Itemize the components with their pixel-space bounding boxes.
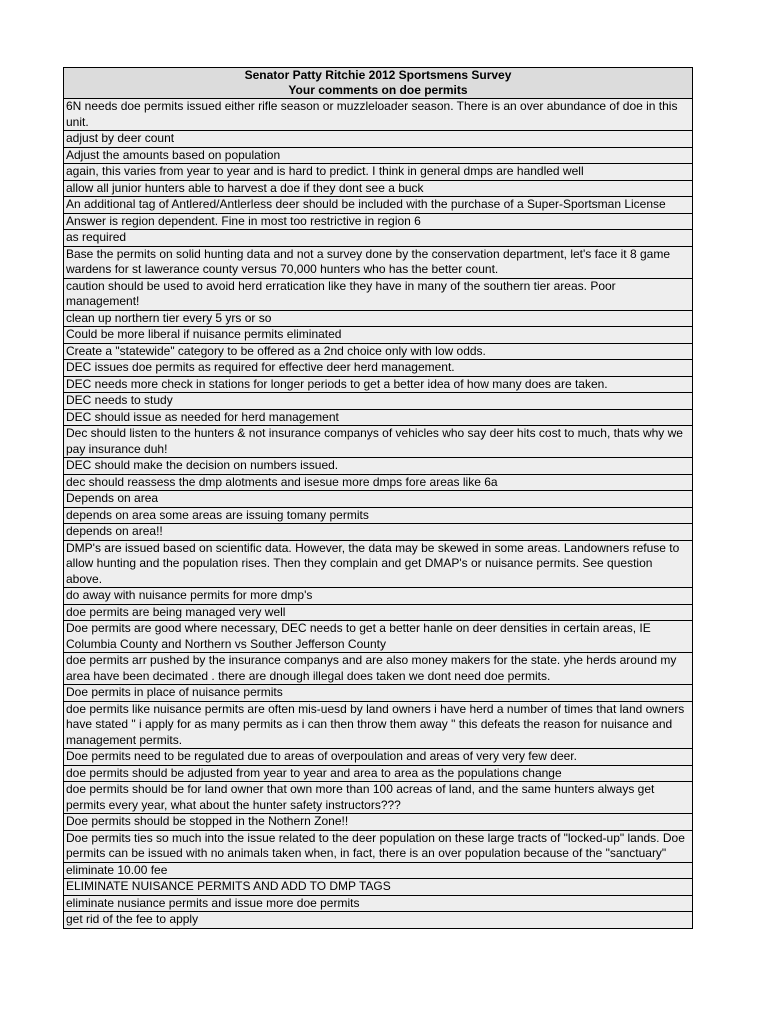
table-row: Adjust the amounts based on population [64, 148, 692, 165]
survey-subtitle: Your comments on doe permits [288, 83, 468, 97]
table-row: again, this varies from year to year and is hard to predict. I think in general dmps are handled well [64, 164, 692, 181]
table-row: dec should reassess the dmp alotments and isesue more dmps fore areas like 6a [64, 475, 692, 492]
table-row: Dec should listen to the hunters & not insurance companys of vehicles who say deer hits cost to much, thats why we pay insurance duh! [64, 426, 692, 458]
table-row: caution should be used to avoid herd erratication like they have in many of the southern tier areas. Poor management! [64, 279, 692, 311]
table-row: allow all junior hunters able to harvest a doe if they dont see a buck [64, 181, 692, 198]
table-row: doe permits are being managed very well [64, 605, 692, 622]
table-row: DEC issues doe permits as required for effective deer herd management. [64, 360, 692, 377]
table-row: adjust by deer count [64, 131, 692, 148]
table-row: ELIMINATE NUISANCE PERMITS AND ADD TO DMP TAGS [64, 879, 692, 896]
table-row: eliminate 10.00 fee [64, 863, 692, 880]
table-row: An additional tag of Antlered/Antlerless deer should be included with the purchase of a Super-Sportsman License [64, 197, 692, 214]
table-row: DMP's are issued based on scientific data. However, the data may be skewed in some areas. Landowners refuse to allow hunting and the population rises. Then they complain and get DMAP's or nuisance permits. See question above. [64, 541, 692, 589]
comments-table [63, 67, 693, 929]
table-row: Doe permits should be stopped in the Nothern Zone!! [64, 814, 692, 831]
table-row: DEC needs to study [64, 393, 692, 410]
table-row: Could be more liberal if nuisance permits eliminated [64, 327, 692, 344]
table-header [64, 68, 692, 99]
table-row: 6N needs doe permits issued either rifle season or muzzleloader season. There is an over abundance of doe in this unit. [64, 99, 692, 131]
table-row: doe permits arr pushed by the insurance companys and are also money makers for the state. yhe herds around my area have been decimated . there are dnough illegal does taken we dont need doe permits. [64, 653, 692, 685]
table-row: Doe permits ties so much into the issue related to the deer population on these large tracts of "locked-up" lands. Doe permits can be issued with no animals taken when, in fact, there is an over population because of the "sanctuary" [64, 831, 692, 863]
table-row: eliminate nusiance permits and issue more doe permits [64, 896, 692, 913]
table-row: do away with nuisance permits for more dmp's [64, 588, 692, 605]
table-row: depends on area some areas are issuing tomany permits [64, 508, 692, 525]
table-row: get rid of the fee to apply [66, 912, 199, 926]
table-row: DEC needs more check in stations for longer periods to get a better idea of how many does are taken. [64, 377, 692, 394]
table-row: depends on area!! [64, 524, 692, 541]
table-row: doe permits like nuisance permits are often mis-uesd by land owners i have herd a number of times that land owners have stated " i apply for as many permits as i can then throw them away " this defeats the reason for nuisance and management permits. [64, 702, 692, 750]
table-row: as required [64, 230, 692, 247]
table-row: Depends on area [64, 491, 692, 508]
table-row: Create a "statewide" category to be offered as a 2nd choice only with low odds. [64, 344, 692, 361]
table-row: Doe permits are good where necessary, DEC needs to get a better hanle on deer densities in certain areas, IE Columbia County and Northern vs Souther Jefferson County [64, 621, 692, 653]
table-row: doe permits should be for land owner that own more than 100 acreas of land, and the same hunters always get permits every year, what about the hunter safety instructors??? [64, 782, 692, 814]
table-row: clean up northern tier every 5 yrs or so [64, 311, 692, 328]
table-row: Answer is region dependent. Fine in most too restrictive in region 6 [64, 214, 692, 231]
survey-title: Senator Patty Ritchie 2012 Sportsmens Survey [244, 68, 512, 82]
table-row: Doe permits in place of nuisance permits [64, 685, 692, 702]
table-row: Doe permits need to be regulated due to areas of overpoulation and areas of very very few deer. [64, 749, 692, 766]
table-row: DEC should issue as needed for herd management [64, 410, 692, 427]
table-row: doe permits should be adjusted from year to year and area to area as the populations change [64, 766, 692, 783]
comment-rows [64, 99, 692, 928]
table-row: DEC should make the decision on numbers issued. [64, 458, 692, 475]
table-row: Base the permits on solid hunting data and not a survey done by the conservation department, let's face it 8 game wardens for st lawerance county versus 70,000 hunters who has the better count. [64, 247, 692, 279]
